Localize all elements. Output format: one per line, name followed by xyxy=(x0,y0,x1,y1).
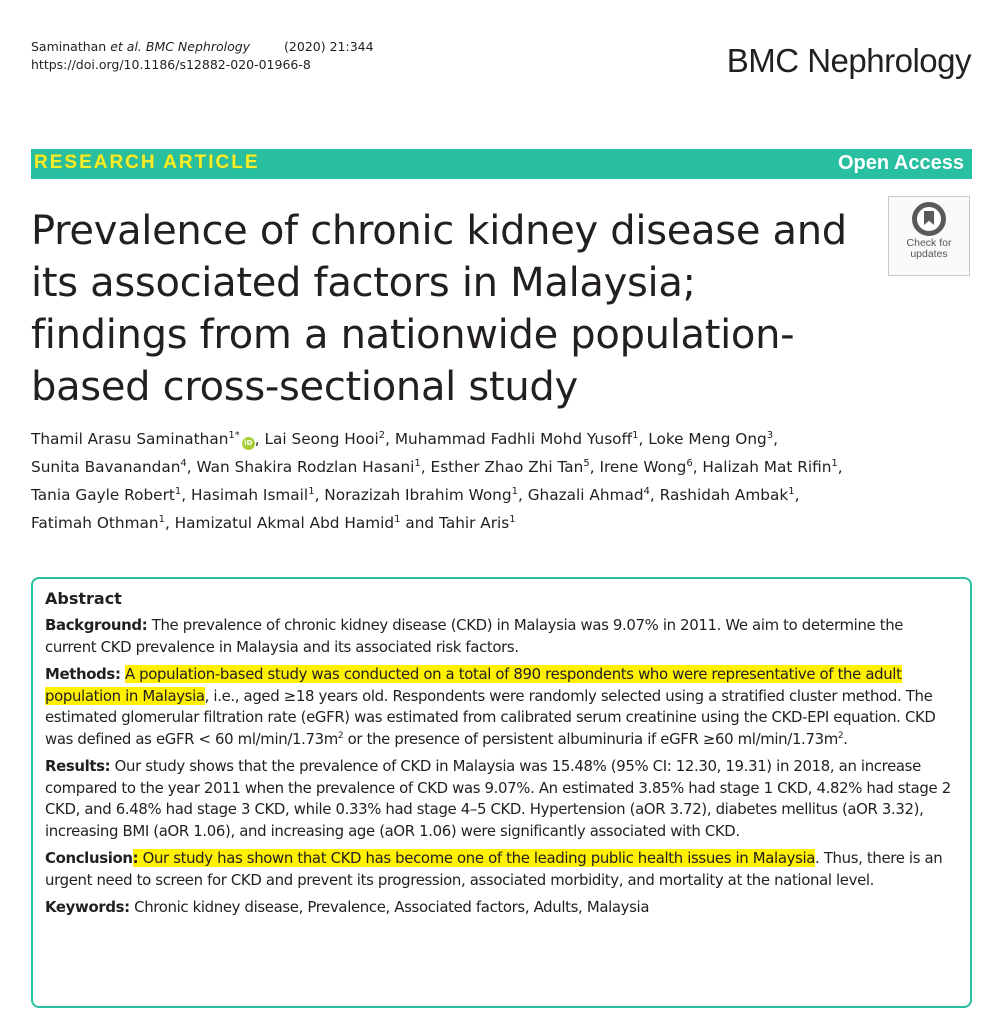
author-name: Sunita Bavanandan xyxy=(31,458,181,476)
author-affiliation: 1* xyxy=(228,429,240,441)
keywords-label: Keywords: xyxy=(45,898,130,916)
methods-text-2: or the presence of persistent albuminuria if eGFR ≥60 ml/min/1.73m xyxy=(343,729,838,748)
author-name: Lai Seong Hooi xyxy=(264,430,379,448)
journal-italic: et al. BMC Nephrology xyxy=(110,39,251,54)
methods-sup-1: 2 xyxy=(337,730,344,741)
citation-line xyxy=(31,38,374,56)
author-affiliation: 1 xyxy=(174,485,182,497)
article-type: RESEARCH ARTICLE xyxy=(34,152,260,173)
first-author: Saminathan xyxy=(31,39,107,54)
abstract-results xyxy=(45,756,958,842)
author-name: Irene Wong xyxy=(599,458,687,476)
methods-highlight: A population-based study was conducted on a total of 890 respondents who were representative of the adult population in Malaysia xyxy=(45,665,902,705)
conclusion-colon: : xyxy=(132,849,139,867)
methods-text-1: , i.e., aged ≥18 years old. Respondents were randomly selected using a stratified cluster method. The estimated glomerular filtration rate (eGFR) was estimated from calibrated serum creatinine using the CKD-EPI equation. CKD was defined as eGFR < 60 ml/min/1.73m xyxy=(45,686,936,748)
background-label: Background: xyxy=(45,616,148,634)
methods-text-3: . xyxy=(843,729,848,748)
author-name: Rashidah Ambak xyxy=(659,486,789,504)
methods-sup-2: 2 xyxy=(837,730,844,741)
journal-logo: BMC Nephrology xyxy=(726,42,971,79)
author-affiliation: 4 xyxy=(643,485,650,497)
doi-link[interactable]: https://doi.org/10.1186/s12882-020-01966-8 xyxy=(31,57,311,72)
author-affiliation: 1 xyxy=(394,513,401,525)
author-name: Hamizatul Akmal Abd Hamid xyxy=(174,514,395,532)
article-type-band xyxy=(31,149,972,179)
author-name: Tania Gayle Robert xyxy=(31,486,175,504)
author-affiliation: 1 xyxy=(509,513,516,525)
check-updates-line2: updates xyxy=(910,248,948,260)
author-name: Thamil Arasu Saminathan xyxy=(31,430,229,448)
author-name: Norazizah Ibrahim Wong xyxy=(324,486,512,504)
author-name: Esther Zhao Zhi Tan xyxy=(430,458,584,476)
author-list: Thamil Arasu Saminathan$^{1*}$iD , Lai Seong Hooi$^2$, Muhammad Fadhli Mohd Yusoff$^1$, Loke Meng Ong$^3$, Sunita Bavanandan$^4$, Wan Shakira Rodzlan Hasani$^1$, Esther Zhao Zhi Tan$^5$, Irene Wong$^6$, Halizah Mat Rifin$^1$, Tania Gayle Robert$^1$, Hasimah Ismail$^1$, Norazizah Ibrahim Wong$^1$, Ghazali Ahmad$^4$, Rashidah Ambak$^1$, Fatimah Othman$^1$, Hamizatul Akmal Abd Hamid$^1$ and Tahir Aris$^1$ xyxy=(31,429,843,532)
abstract-keywords xyxy=(45,897,958,919)
author-affiliation: 1 xyxy=(158,513,165,525)
author-name: Fatimah Othman xyxy=(31,514,159,532)
author-affiliation: 1 xyxy=(414,457,421,469)
author-affiliation: 2 xyxy=(378,429,386,441)
author-name: Wan Shakira Rodzlan Hasani xyxy=(196,458,415,476)
author-name: Halizah Mat Rifin xyxy=(702,458,832,476)
author-affiliation: 6 xyxy=(686,457,693,469)
conclusion-label: Conclusion xyxy=(45,849,133,867)
conclusion-text: . Thus, there is an urgent need to screen for CKD and prevent its progression, associated morbidity, and mortality at the national level. xyxy=(45,849,943,889)
crossmark-icon xyxy=(912,202,946,236)
abstract-box xyxy=(31,577,972,1008)
author-name: Tahir Aris xyxy=(439,514,510,532)
abstract-conclusion xyxy=(45,848,958,891)
results-label: Results: xyxy=(45,757,111,775)
orcid-icon[interactable]: iD xyxy=(242,437,255,450)
year-volume: (2020) 21:344 xyxy=(284,39,374,54)
author-name: Ghazali Ahmad xyxy=(527,486,644,504)
author-affiliation: 3 xyxy=(766,429,774,441)
abstract-background xyxy=(45,615,958,658)
author-affiliation: 5 xyxy=(583,457,590,469)
author-affiliation: 1 xyxy=(308,485,315,497)
article-title: Prevalence of chronic kidney disease and its associated factors in Malaysia; findings from a nationwide population-based cross-sectional study xyxy=(31,208,847,410)
author-affiliation: 4 xyxy=(180,457,187,469)
conclusion-highlight: Our study has shown that CKD has become one of the leading public health issues in Malaysia xyxy=(138,849,816,867)
citation-header xyxy=(31,38,374,74)
authors-and: and xyxy=(405,514,435,532)
author-affiliation: 1 xyxy=(788,485,795,497)
methods-label: Methods: xyxy=(45,665,121,683)
author-name: Hasimah Ismail xyxy=(191,486,309,504)
keywords-text: Chronic kidney disease, Prevalence, Associated factors, Adults, Malaysia xyxy=(134,898,650,916)
author-name: Muhammad Fadhli Mohd Yusoff xyxy=(394,430,633,448)
check-updates-line1: Check for xyxy=(906,237,952,249)
check-for-updates-button[interactable] xyxy=(888,196,970,276)
results-text: Our study shows that the prevalence of CKD in Malaysia was 15.48% (95% CI: 12.30, 19.31) in 2018, an increase compared to the year 2011 when the prevalence of CKD was 9.07%. An estimated 3.85% had stage 1 CKD, 4.82% had stage 2 CKD, and 6.48% had stage 3 CKD, while 0.33% had stage 4–5 CKD. Hypertension (aOR 3.72), diabetes mellitus (aOR 3.32), increasing BMI (aOR 1.06), and increasing age (aOR 1.06) were significantly associated with CKD. xyxy=(45,757,951,840)
author-affiliation: 1 xyxy=(511,485,518,497)
open-access-label: Open Access xyxy=(838,152,964,174)
author-affiliation: 1 xyxy=(831,457,838,469)
author-affiliation: 1 xyxy=(632,429,639,441)
author-name: Loke Meng Ong xyxy=(648,430,767,448)
background-text: The prevalence of chronic kidney disease (CKD) in Malaysia was 9.07% in 2011. We aim to determine the current CKD prevalence in Malaysia and its associated risk factors. xyxy=(45,616,904,656)
abstract-methods xyxy=(45,664,958,750)
abstract-heading: Abstract xyxy=(45,589,122,608)
